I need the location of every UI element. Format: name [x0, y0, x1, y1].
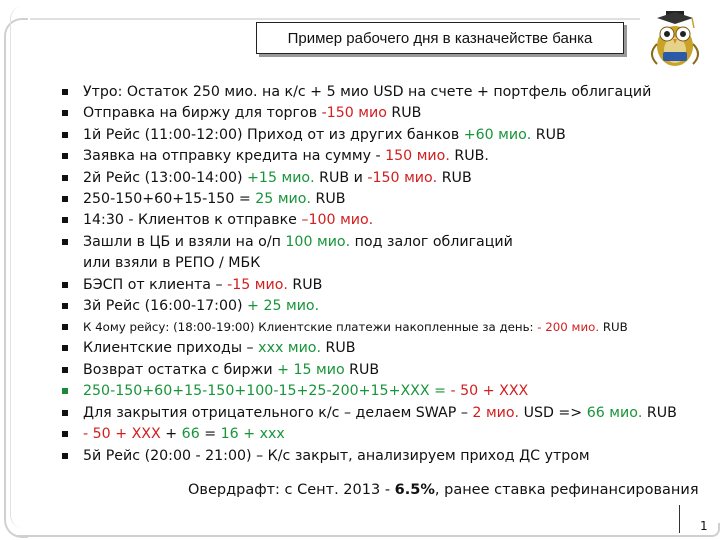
bullet-text-part: -150 мио.: [367, 169, 438, 186]
bullet-text-part: 2 мио.: [472, 404, 520, 421]
bullet-text-part: Зашли в ЦБ и взяли на о/п: [83, 233, 286, 250]
decorative-frame-bottom: [18, 523, 720, 537]
bullet-text-part: ххх мио.: [258, 340, 321, 357]
bullet-text-part: или взяли в РЕПО / МБК: [83, 255, 261, 272]
bullet-marker: [62, 303, 68, 309]
bullet-text-part: - 50 + XXX: [450, 383, 529, 400]
bullet-text-part: 3й Рейс (16:00-17:00): [83, 298, 248, 315]
bullet-text-part: 1й Рейс (11:00-12:00) Приход от из других банков: [83, 126, 464, 143]
bullet-text-part: Для закрытия отрицательного к/с – делаем SWAP –: [83, 404, 473, 421]
bullet-text-part: Отправка на биржу для торгов: [83, 105, 322, 122]
bullet-marker: [62, 367, 68, 373]
bullet-text-part: - 50 + XXX: [83, 426, 161, 443]
slide-title: Пример рабочего дня в казначействе банка: [287, 29, 593, 47]
bullet-text-part: 2й Рейс (13:00-14:00): [83, 169, 248, 186]
bullet-item: [62, 125, 712, 146]
bullet-item: [62, 275, 712, 296]
page-number: 1: [700, 519, 708, 533]
bullet-text-part: 100 мио.: [285, 233, 351, 250]
bullet-item: [62, 189, 712, 210]
footer-note: [188, 482, 699, 498]
bullet-text-part: + 25 мио.: [247, 298, 320, 315]
bullet-text-part: RUB и: [314, 169, 368, 186]
bullet-item: [62, 82, 712, 103]
bullet-text-part: RUB: [642, 404, 677, 421]
bullet-text-part: Возврат остатка с биржи: [83, 361, 278, 378]
bullet-text-part: -15 мио.: [227, 276, 288, 293]
bullet-text-part: - 200 мио.: [537, 320, 600, 335]
bullet-item: [62, 168, 712, 189]
bullet-marker: [62, 388, 68, 394]
bullet-marker: [62, 453, 68, 459]
bullet-list: [62, 82, 712, 467]
bullet-text-part: RUB: [599, 320, 628, 335]
bullet-marker: [62, 431, 68, 437]
footer-rate: 6.5%: [394, 482, 435, 498]
bullet-item: [62, 424, 712, 445]
bullet-marker: [62, 196, 68, 202]
bullet-text-part: БЭСП от клиента –: [83, 276, 228, 293]
bullet-marker: [62, 132, 68, 138]
bullet-item: [62, 446, 712, 467]
bullet-text-part: Утро: Остаток 250 мио. на к/с + 5 мио USD на счете + портфель облигаций: [83, 84, 652, 100]
decorative-corner-line: [679, 505, 680, 533]
bullet-item: [62, 338, 712, 359]
bullet-marker: [62, 175, 68, 181]
bullet-item: [62, 403, 712, 424]
bullet-item: [62, 296, 712, 317]
bullet-text-part: USD =>: [519, 404, 587, 421]
bullet-marker: [62, 410, 68, 416]
bullet-text-part: +15 мио.: [247, 169, 315, 186]
bullet-item: [62, 381, 712, 402]
bullet-text-part: 250-150+60+15-150+100-15+25-200+15+XXX =: [83, 383, 451, 400]
bullet-text-part: RUB: [287, 276, 323, 293]
bullet-text-part: =: [199, 426, 221, 443]
bullet-text-part: 66: [181, 426, 200, 443]
bullet-text-part: 25 мио.: [255, 191, 311, 208]
bullet-item: [62, 317, 712, 338]
bullet-text-part: К 4ому рейсу: (18:00-19:00) Клиентские платежи накопленные за день:: [83, 320, 538, 335]
bullet-text-part: -150 мио: [321, 105, 387, 122]
bullet-text-part: Клиентские приходы –: [83, 340, 259, 357]
bullet-text-part: 150 мио.: [385, 148, 450, 165]
bullet-item: [62, 103, 712, 124]
bullet-marker: [62, 345, 68, 351]
bullet-text-part: 16 + xxx: [220, 426, 285, 443]
bullet-text-part: RUB: [310, 191, 346, 208]
bullet-marker: [62, 239, 68, 245]
bullet-marker: [62, 282, 68, 288]
bullet-text-part: RUB: [386, 105, 422, 122]
bullet-text-part: под залог облигаций: [350, 233, 513, 250]
footer-suffix: , ранее ставка рефинансирования: [434, 482, 699, 498]
bullet-text-part: +60 мио.: [463, 126, 532, 143]
bullet-text-part: –100 мио.: [301, 212, 374, 229]
bullet-text-part: 5й Рейс (20:00 - 21:00) – К/с закрыт, анализируем приход ДС утром: [83, 447, 590, 464]
bullet-marker: [62, 324, 68, 330]
bullet-text-part: 250-150+60+15-150 =: [83, 191, 256, 208]
decorative-frame-top: [30, 18, 640, 20]
bullet-text-part: 66 мио.: [586, 404, 643, 421]
bullet-text-part: + 15 мио: [277, 361, 345, 378]
bullet-text-part: 14:30 - Клиентов к отправке: [83, 212, 302, 229]
bullet-text-part: RUB: [437, 169, 472, 186]
bullet-item: [62, 253, 712, 274]
bullet-item: [62, 146, 712, 167]
bullet-item: [62, 232, 712, 253]
bullet-marker: [62, 153, 68, 159]
bullet-marker: [62, 217, 68, 223]
owl-graduate-icon: [643, 8, 707, 72]
bullet-item: [62, 360, 712, 381]
bullet-text-part: RUB: [320, 340, 356, 357]
decorative-frame-left-inner: [10, 6, 23, 528]
bullet-item: [62, 210, 712, 231]
bullet-marker: [62, 89, 68, 95]
bullet-text-part: +: [160, 426, 182, 443]
bullet-text-part: Заявка на отправку кредита на сумму -: [83, 148, 386, 165]
bullet-text-part: RUB: [344, 361, 380, 378]
slide-title-box: [256, 22, 624, 54]
bullet-text-part: RUB: [531, 126, 566, 143]
bullet-marker: [62, 110, 68, 116]
bullet-text-part: RUB.: [449, 148, 489, 165]
footer-prefix: Овердрафт: с Сент. 2013 -: [188, 482, 395, 498]
